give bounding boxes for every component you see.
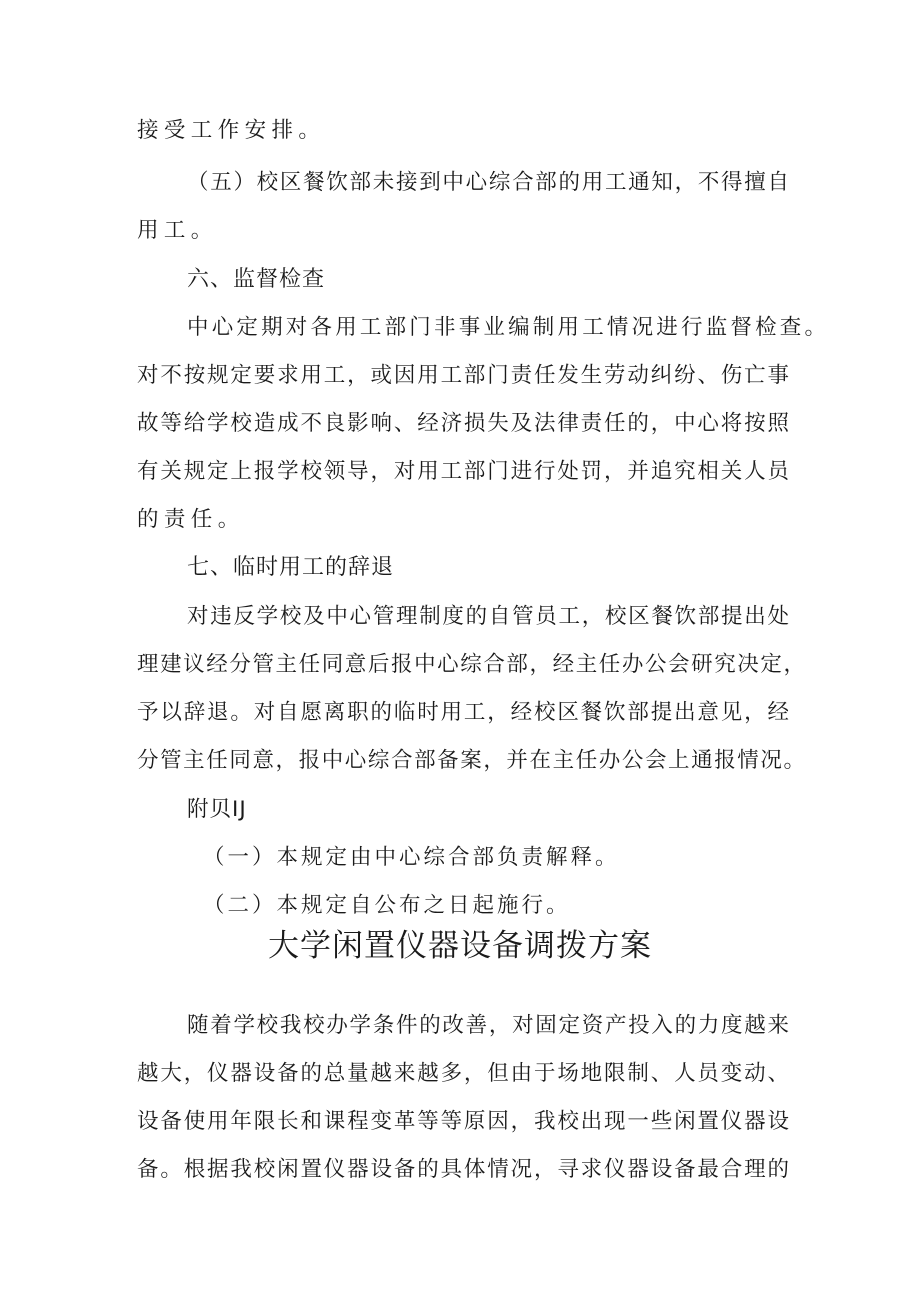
text-line: 接受工作安排。 xyxy=(137,118,326,143)
section-heading-seven: 七、临时用工的辞退 xyxy=(187,555,395,580)
text-line: 有关规定上报学校领导，对用工部门进行处罚，并追究相关人员 xyxy=(137,459,789,484)
document-title: 大学闲置仪器设备调拨方案 xyxy=(268,928,652,964)
text-line: 的责任。 xyxy=(137,507,245,532)
text-line: 中心定期对各用工部门非事业编制用工情况进行监督检查。 xyxy=(187,315,830,340)
text-line: 对不按规定要求用工，或因用工部门责任发生劳动纠纷、伤亡事 xyxy=(137,363,789,388)
text-line: 越大，仪器设备的总量越来越多，但由于场地限制、人员变动、 xyxy=(137,1061,789,1086)
text-line: 分管主任同意，报中心综合部备案，并在主任办公会上通报情况。 xyxy=(137,748,805,773)
list-item: （一）本规定由中心综合部负责解释。 xyxy=(203,845,620,870)
text-line: 随着学校我校办学条件的改善，对固定资产投入的力度越来 xyxy=(187,1013,789,1038)
text-line: 用工。 xyxy=(137,218,218,243)
section-heading-six: 六、监督检查 xyxy=(187,267,326,292)
text-line: 附贝IJ xyxy=(187,797,247,822)
text-line: 备。根据我校闲置仪器设备的具体情况，寻求仪器设备最合理的 xyxy=(137,1157,789,1182)
text-line: 予以辞退。对自愿离职的临时用工，经校区餐饮部提出意见，经 xyxy=(137,700,789,725)
list-item: （二）本规定自公布之日起施行。 xyxy=(203,893,571,918)
text-line: 故等给学校造成不良影响、经济损失及法律责任的，中心将按照 xyxy=(137,411,789,436)
text-line: （五）校区餐饮部未接到中心综合部的用工通知，不得擅自 xyxy=(187,170,789,195)
text-line: 对违反学校及中心管理制度的自管员工，校区餐饮部提出处 xyxy=(187,604,789,629)
text-line: 理建议经分管主任同意后报中心综合部，经主任办公会研究决定， xyxy=(137,652,805,677)
text-line: 设备使用年限长和课程变革等等原因，我校出现一些闲置仪器设 xyxy=(137,1109,789,1134)
